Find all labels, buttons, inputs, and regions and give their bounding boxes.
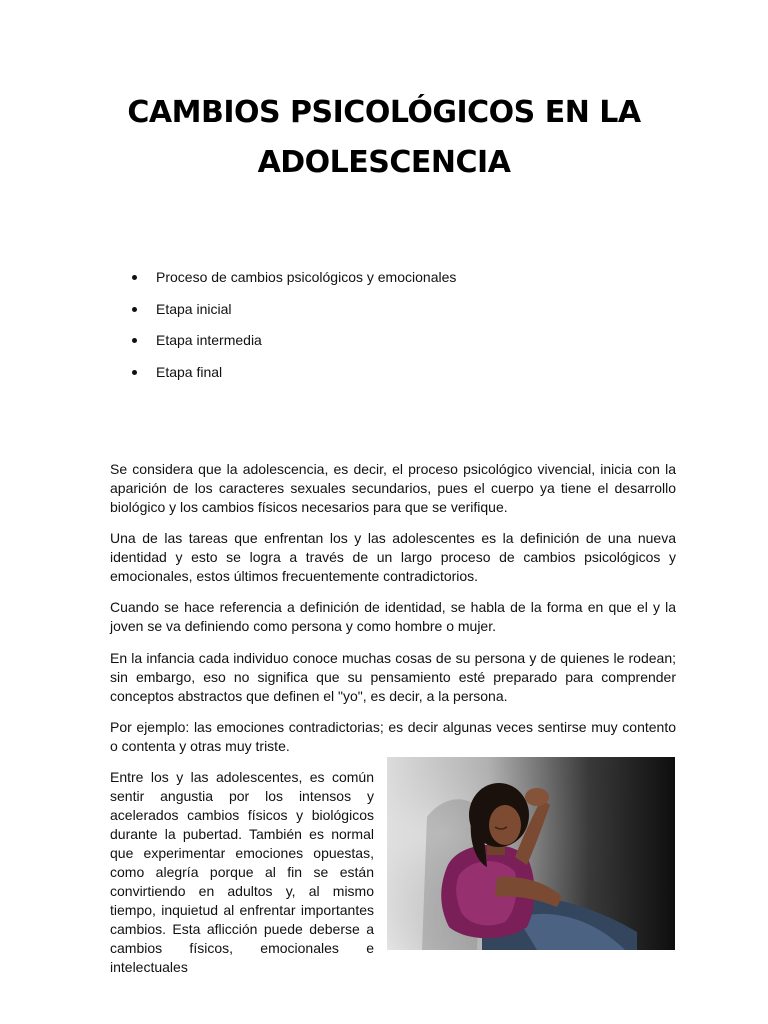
bullet-icon xyxy=(132,275,137,280)
bullet-list xyxy=(130,268,456,394)
list-item xyxy=(130,300,456,332)
paragraph-definition: Cuando se hace referencia a definición de identidad, se habla de la forma en que el y la joven se va definiendo como persona y como hombre o mujer. xyxy=(110,599,676,634)
list-item xyxy=(130,268,456,300)
bullet-icon xyxy=(132,307,137,312)
title-line-1: CAMBIOS PSICOLÓGICOS EN LA xyxy=(127,95,641,130)
paragraph-intro: Se considera que la adolescencia, es decir, el proceso psicológico vivencial, inicia con la aparición de los caracteres sexuales secundarios, pues el cuerpo ya tiene el desarrollo biológico y los cambios físicos necesarios para que se verifique. xyxy=(110,461,676,515)
list-item xyxy=(130,331,456,363)
list-item-text: Proceso de cambios psicológicos y emocionales xyxy=(156,269,457,285)
list-item xyxy=(130,363,456,395)
paragraph-example: Por ejemplo: las emociones contradictorias; es decir algunas veces sentirse muy contento o contenta y otras muy triste. xyxy=(110,719,676,754)
paragraph-identity: Una de las tareas que enfrentan los y las adolescentes es la definición de una nueva identidad y esto se logra a través de un largo proceso de cambios psicológicos y emocionales, estos últimos frecuentemente contradictorios. xyxy=(110,530,676,584)
paragraph-anguish: Entre los y las adolescentes, es común sentir angustia por los intensos y acelerados cambios físicos y biológicos durante la pubertad. También es normal que experimentar emociones opuestas, como alegría porque al fin se están convirtiendo en adultos y, al mismo tiempo, inquietud al enfrentar importantes cambios. Esta aflicción puede deberse a cambios físicos, emocionales e intelectuales xyxy=(110,769,374,975)
bullet-icon xyxy=(132,370,137,375)
bullet-icon xyxy=(132,338,137,343)
title-line-2: ADOLESCENCIA xyxy=(257,145,511,180)
list-item-text: Etapa intermedia xyxy=(156,332,262,348)
list-item-text: Etapa final xyxy=(156,363,223,380)
list-item-text: Etapa inicial xyxy=(156,300,232,317)
sad-teen-photo xyxy=(387,757,675,950)
paragraph-childhood: En la infancia cada individuo conoce muchas cosas de su persona y de quienes le rodean; sin embargo, eso no significa que su pensamiento esté preparado para comprender conceptos abstractos que definen el "yo", es decir, a la persona. xyxy=(110,650,676,704)
